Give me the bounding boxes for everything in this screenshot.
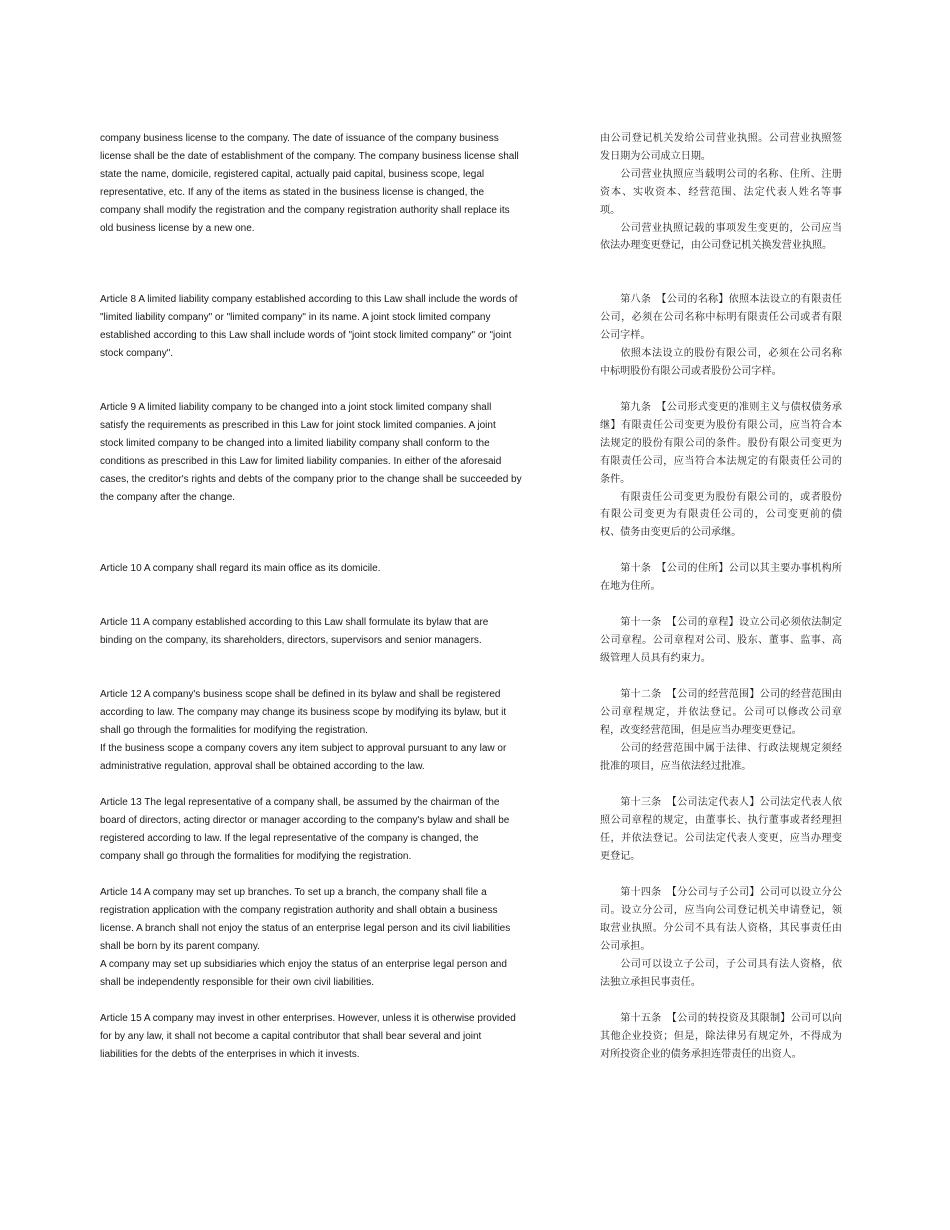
english-text: Article 14 A company may set up branches. To set up a branch, the company shall file a registration application with the company registration authority and shall obtain a business license. A branch shall not enjoy the status of an enterprise legal person and its civil liabilities shall be born by its parent company. A company may set up subsidiaries which enjoy the status of an enterprise legal person and shall be independently responsible for their own civil liabilities. — [100, 887, 511, 988]
english-text: Article 8 A limited liability company established according to this Law shall include the words of "limited liability company" or "limited company" in its name. A joint stock limited company established according to this Law shall include words of "joint stock limited company" or "joint stock company". — [100, 294, 518, 359]
chinese-paragraph: 第十四条 【分公司与子公司】公司可以设立分公司。设立分公司，应当向公司登记机关申请登记，领取营业执照。分公司不具有法人资格，其民事责任由公司承担。 — [600, 887, 842, 952]
chinese-text — [600, 291, 842, 381]
chinese-paragraph: 依照本法设立的股份有限公司，必须在公司名称中标明股份有限公司或者股份公司字样。 — [600, 347, 842, 377]
chinese-paragraph: 第十三条 【公司法定代表人】公司法定代表人依照公司章程的规定，由董事长、执行董事或者经理担任，并依法登记。公司法定代表人变更，应当办理变更登记。 — [600, 797, 842, 862]
chinese-paragraph: 第十一条 【公司的章程】设立公司必须依法制定公司章程。公司章程对公司、股东、董事、监事、高级管理人员具有约束力。 — [600, 617, 842, 664]
english-text: Article 9 A limited liability company to be changed into a joint stock limited company shall satisfy the requirements as prescribed in this Law for joint stock limited companies. A joint stock limited company to be changed into a limited liability company shall conform to the conditions as prescribed in this Law for limited liability companies. In either of the aforesaid cases, the creditor's rights and debts of the company prior to the change shall be succeeded by the company after the change. — [100, 402, 522, 503]
english-text: Article 13 The legal representative of a company shall, be assumed by the chairman of the board of directors, acting director or manager according to the company's bylaw and shall be registered according to law. If the legal representative of the company is changed, the company shall go through the formalities for modifying the registration. — [100, 797, 510, 862]
chinese-paragraph: 公司营业执照应当载明公司的名称、住所、注册资本、实收资本、经营范围、法定代表人姓名等事项。 — [600, 168, 842, 216]
chinese-paragraph: 公司营业执照记载的事项发生变更的，公司应当依法办理变更登记，由公司登记机关换发营业执照。 — [600, 222, 842, 252]
english-text: Article 11 A company established according to this Law shall formulate its bylaw that are binding on the company, its shareholders, directors, supervisors and senior managers. — [100, 617, 489, 646]
chinese-paragraph: 由公司登记机关发给公司营业执照。公司营业执照签发日期为公司成立日期。 — [600, 133, 842, 162]
chinese-paragraph: 第十五条 【公司的转投资及其限制】公司可以向其他企业投资；但是，除法律另有规定外，不得成为对所投资企业的债务承担连带责任的出资人。 — [600, 1013, 842, 1060]
english-text: Article 10 A company shall regard its main office as its domicile. — [100, 563, 381, 574]
chinese-paragraph: 有限责任公司变更为股份有限公司的，或者股份有限公司变更为有限责任公司的，公司变更前的债权、债务由变更后的公司承继。 — [600, 491, 842, 539]
chinese-paragraph: 第十条 【公司的住所】公司以其主要办事机构所在地为住所。 — [600, 563, 842, 592]
chinese-paragraph: 第八条 【公司的名称】依照本法设立的有限责任公司，必须在公司名称中标明有限责任公司或者有限公司字样。 — [600, 294, 842, 341]
english-text: company business license to the company. The date of issuance of the company business license shall be the date of establishment of the company. The company business license shall state the name, domicile, registered capital, actually paid capital, business scope, legal representative, etc. If any of the items as stated in the business license is changed, the company shall modify the registration and the company registration authority shall replace its old business license by a new one. — [100, 133, 519, 234]
chinese-paragraph: 公司可以设立子公司，子公司具有法人资格，依法独立承担民事责任。 — [600, 958, 842, 988]
chinese-text — [600, 399, 842, 542]
chinese-text — [600, 884, 842, 991]
chinese-text — [600, 614, 842, 668]
chinese-text — [600, 130, 842, 255]
chinese-text — [600, 794, 842, 866]
chinese-text — [600, 686, 842, 776]
chinese-paragraph: 公司的经营范围中属于法律、行政法规规定须经批准的项目，应当依法经过批准。 — [600, 742, 842, 772]
chinese-text — [600, 560, 842, 596]
chinese-text — [600, 1010, 842, 1064]
chinese-paragraph: 第十二条 【公司的经营范围】公司的经营范围由公司章程规定，并依法登记。公司可以修改公司章程，改变经营范围，但是应当办理变更登记。 — [600, 689, 842, 736]
english-text: Article 12 A company's business scope shall be defined in its bylaw and shall be registered according to law. The company may change its business scope by modifying its bylaw, but it shall go through the formalities for modifying the registration. If the business scope a company covers any item subject to approval pursuant to any law or administrative regulation, approval shall be obtained according to the law. — [100, 689, 507, 772]
chinese-paragraph: 第九条 【公司形式变更的准则主义与债权债务承继】有限责任公司变更为股份有限公司，应当符合本法规定的股份有限公司的条件。股份有限公司变更为有限责任公司，应当符合本法规定的有限责任公司的条件。 — [600, 402, 842, 485]
english-text: Article 15 A company may invest in other enterprises. However, unless it is otherwise provided for by any law, it shall not become a capital contributor that shall bear several and joint liabilities for the debts of the enterprises in which it invests. — [100, 1013, 516, 1060]
